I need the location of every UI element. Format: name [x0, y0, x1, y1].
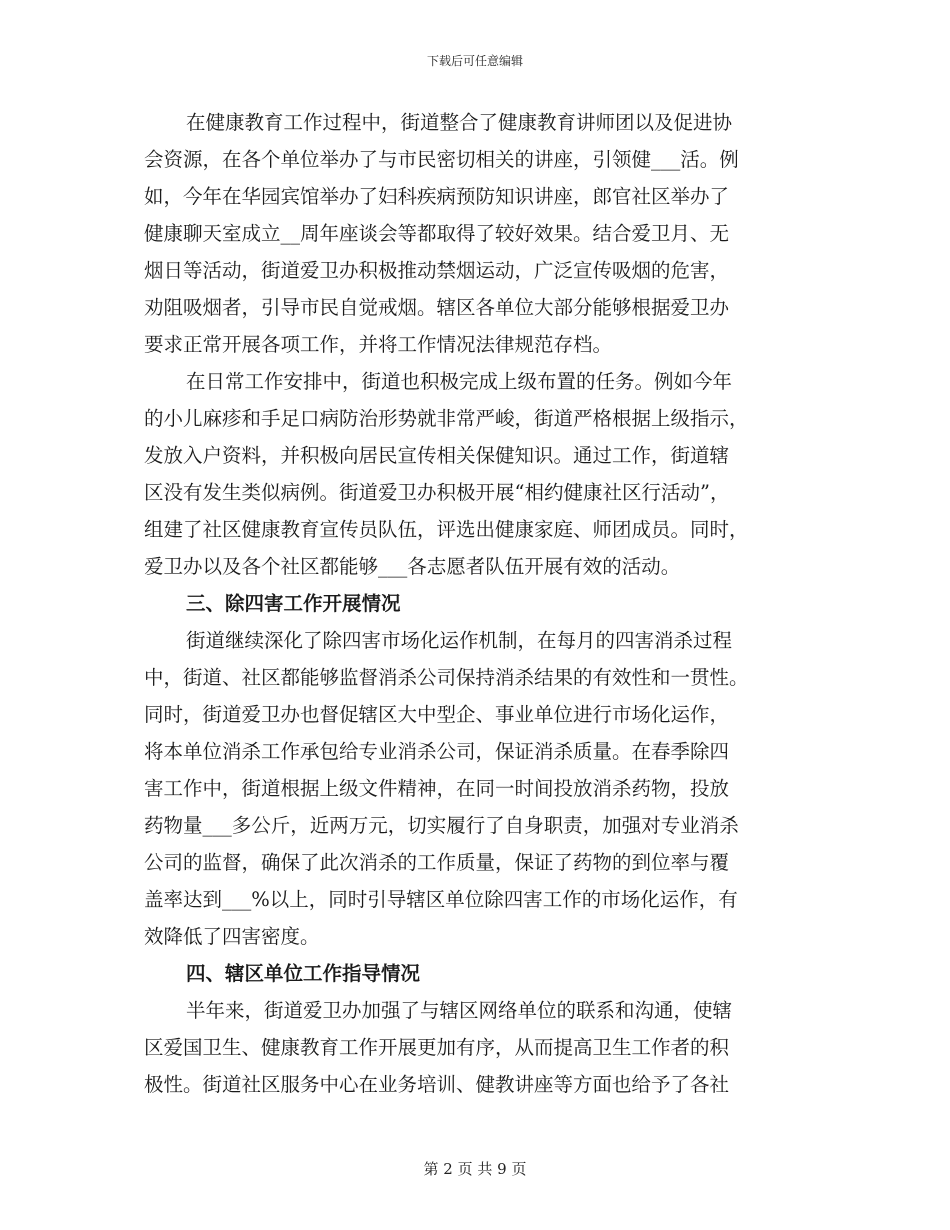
- text-line: 街道继续深化了除四害市场化运作机制，在每月的四害消杀过程: [186, 629, 733, 652]
- text-line: 中，街道、社区都能够监督消杀公司保持消杀结果的有效性和一贯性。: [144, 666, 749, 689]
- text-line: 要求正常开展各项工作，并将工作情况法律规范存档。: [144, 333, 613, 356]
- text-line: 健康聊天室成立__周年座谈会等都取得了较好效果。结合爱卫月、无: [144, 222, 730, 245]
- page-header-note: 下载后可任意编辑: [426, 54, 523, 68]
- section-heading: 四、辖区单位工作指导情况: [186, 962, 421, 985]
- document-body: [144, 104, 809, 1103]
- text-line: 发放入户资料，并积极向居民宣传相关保健知识。通过工作，街道辖: [144, 444, 730, 467]
- text-line: 害工作中，街道根据上级文件精神，在同一时间投放消杀药物，投放: [144, 777, 730, 800]
- section-heading: 三、除四害工作开展情况: [186, 592, 401, 615]
- text-line: 的小儿麻疹和手足口病防治形势就非常严峻，街道严格根据上级指示，: [144, 407, 749, 430]
- text-line: 在健康教育工作过程中，街道整合了健康教育讲师团以及促进协: [186, 111, 733, 134]
- page-number: 第 2 页 共 9 页: [423, 1160, 527, 1178]
- text-line: 盖率达到___%以上，同时引导辖区单位除四害工作的市场化运作，有: [144, 888, 738, 911]
- text-line: 将本单位消杀工作承包给专业消杀公司，保证消杀质量。在春季除四: [144, 740, 730, 763]
- text-line: 会资源，在各个单位举办了与市民密切相关的讲座，引领健___活。例: [144, 148, 739, 171]
- text-line: 极性。街道社区服务中心在业务培训、健教讲座等方面也给予了各社: [144, 1073, 730, 1096]
- text-line: 组建了社区健康教育宣传员队伍，评选出健康家庭、师团成员。同时，: [144, 518, 749, 541]
- text-line: 效降低了四害密度。: [144, 925, 320, 948]
- text-line: 区爱国卫生、健康教育工作开展更加有序，从而提高卫生工作者的积: [144, 1036, 730, 1059]
- text-line: 公司的监督，确保了此次消杀的工作质量，保证了药物的到位率与覆: [144, 851, 730, 874]
- text-line: 烟日等活动，街道爱卫办积极推动禁烟运动，广泛宣传吸烟的危害，: [144, 259, 730, 282]
- text-line: 半年来，街道爱卫办加强了与辖区网络单位的联系和沟通，使辖: [186, 999, 733, 1022]
- text-line: 如，今年在华园宾馆举办了妇科疾病预防知识讲座，郎官社区举办了: [144, 185, 730, 208]
- text-line: 区没有发生类似病例。街道爱卫办积极开展“相约健康社区行活动”，: [144, 481, 730, 504]
- text-line: 在日常工作安排中，街道也积极完成上级布置的任务。例如今年: [186, 370, 733, 393]
- text-line: 劝阻吸烟者，引导市民自觉戒烟。辖区各单位大部分能够根据爱卫办: [144, 296, 730, 319]
- text-line: 同时，街道爱卫办也督促辖区大中型企、事业单位进行市场化运作，: [144, 703, 730, 726]
- text-line: 药物量___多公斤，近两万元，切实履行了自身职责，加强对专业消杀: [144, 814, 739, 837]
- text-line: 爱卫办以及各个社区都能够___各志愿者队伍开展有效的活动。: [144, 555, 681, 578]
